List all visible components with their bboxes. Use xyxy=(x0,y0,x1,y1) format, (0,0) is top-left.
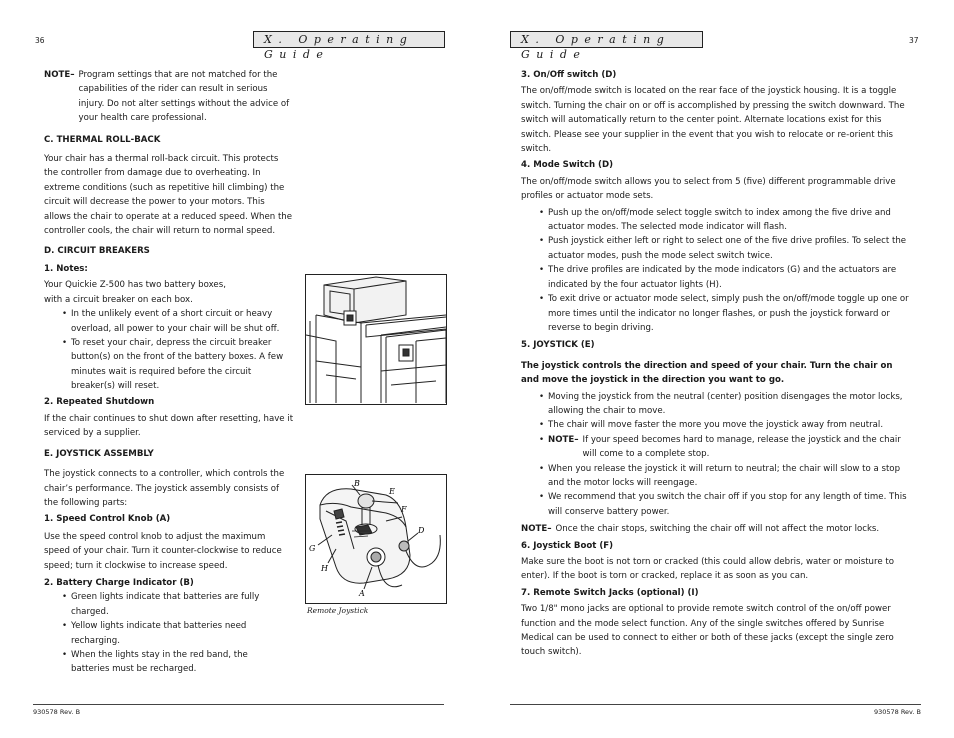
notes-line-1: Your Quickie Z-500 has two battery boxes, xyxy=(44,280,226,291)
list-item: • Yellow lights indicate that batteries need recharging. xyxy=(60,619,260,648)
battery-box-figure xyxy=(305,274,447,405)
note-program-settings xyxy=(44,68,294,126)
heading-on-off-switch: 3. On/Off switch (D) xyxy=(521,70,617,80)
paragraph-speed-control-knob: Use the speed control knob to adjust the maximum speed of your chair. Turn it counter-clockwise to reduce speed; turn it clockwise to increase speed. xyxy=(44,531,282,571)
label-e: E xyxy=(389,487,395,496)
joystick-bold-intro: The joystick controls the direction and speed of your chair. Turn the chair on and move the joystick in the direction you want to go. xyxy=(521,360,893,386)
page-number-right: 37 xyxy=(909,36,919,45)
note-text: Program settings that are not matched for the capabilities of the rider can result in serious injury. Do not alter settings without the advice of your health care professional. xyxy=(78,70,290,124)
label-h: H xyxy=(321,564,328,573)
figure-caption: Remote Joystick xyxy=(307,606,369,615)
heading-joystick-assembly: E. JOYSTICK ASSEMBLY xyxy=(44,448,154,459)
paragraph-on-off-switch: The on/off/mode switch is located on the rear face of the joystick housing. It is a toggle switch. Turning the chair on or off is accomplished by pressing the switch downward. The switch will automatically return to the center point. Alternate locations exist for this switch. Please see your supplier in the event that you wish to relocate or re-orient this switch. xyxy=(521,86,905,155)
note-label: NOTE– xyxy=(521,524,552,535)
list-item: • When you release the joystick it will return to neutral; the chair will slow to a stop and the motor locks will reengage. xyxy=(537,462,911,491)
list-item: • The chair will move faster the more you move the joystick away from neutral. xyxy=(537,418,911,432)
joystick-bullets xyxy=(537,390,911,520)
heading-circuit-breakers: D. CIRCUIT BREAKERS xyxy=(44,246,150,257)
label-d: D xyxy=(418,526,425,535)
label-b: B xyxy=(354,479,360,488)
list-item: • Push up the on/off/mode select toggle switch to index among the five drive and actuator modes. The selected mode indicator will flash. xyxy=(537,206,911,235)
list-item: • Green lights indicate that batteries are fully charged. xyxy=(60,590,260,619)
footer-right: 930578 Rev. B xyxy=(510,704,921,716)
label-a: A xyxy=(359,589,365,598)
remote-joystick-illustration xyxy=(306,475,446,603)
list-item: • To reset your chair, depress the circuit breaker button(s) on the front of the battery boxes. A few minutes wait is required before the circuit breaker(s) will reset. xyxy=(60,336,294,394)
label-g: G xyxy=(309,544,316,553)
list-item: • Moving the joystick from the neutral (center) position disengages the motor locks, allowing the chair to move. xyxy=(537,390,911,419)
heading-thermal-rollback: C. THERMAL ROLL-BACK xyxy=(44,134,161,145)
list-item: • In the unlikely event of a short circuit or heavy overload, all power to your chair will be shut off. xyxy=(60,307,294,336)
left-column xyxy=(44,68,294,677)
heading-notes: 1. Notes: xyxy=(44,263,88,274)
heading-repeated-shutdown: 2. Repeated Shutdown xyxy=(44,396,155,407)
footer-left: 930578 Rev. B xyxy=(33,704,444,716)
list-item: • The drive profiles are indicated by the mode indicators (G) and the actuators are indicated by the four actuator lights (H). xyxy=(537,263,911,292)
page-number-left: 36 xyxy=(35,36,45,45)
heading-speed-control-knob: 1. Speed Control Knob (A) xyxy=(44,514,171,525)
paragraph-joystick-boot: Make sure the boot is not torn or cracked (this could allow debris, water or moisture to enter). If the boot is torn or cracked, replace it as soon as you can. xyxy=(521,557,894,582)
joystick-note xyxy=(537,433,911,462)
battery-box-illustration xyxy=(306,275,446,404)
paragraph-repeated-shutdown: If the chair continues to shut down after resetting, have it serviced by a supplier. xyxy=(44,413,294,439)
battery-indicator-bullets xyxy=(60,590,260,676)
heading-mode-switch: 4. Mode Switch (D) xyxy=(521,160,614,171)
remote-joystick-figure xyxy=(305,474,447,604)
note-motor-locks xyxy=(521,522,911,536)
heading-joystick-boot: 6. Joystick Boot (F) xyxy=(521,540,614,551)
note-label: NOTE– xyxy=(44,70,75,80)
mode-switch-bullets xyxy=(537,206,911,336)
heading-battery-charge-indicator: 2. Battery Charge Indicator (B) xyxy=(44,578,194,588)
list-item: • When the lights stay in the red band, the batteries must be recharged. xyxy=(60,648,260,677)
header-bar-right: X. Operating Guide xyxy=(510,31,703,48)
header-bar-left: X. Operating Guide xyxy=(253,31,445,48)
paragraph-mode-switch: The on/off/mode switch allows you to select from 5 (five) different programmable drive profiles or actuator mode sets. xyxy=(521,176,896,202)
paragraph-remote-switch-jacks: Two 1/8" mono jacks are optional to provide remote switch control of the on/off power function and the mode select function. Any of the single switches offered by Sunrise Medical can be used to connect to either or both of these jacks (except the single zero touch switch). xyxy=(521,604,894,658)
list-item: • Push joystick either left or right to select one of the five drive profiles. To select the actuator modes, push the mode select switch twice. xyxy=(537,234,911,263)
label-f: F xyxy=(401,505,407,514)
list-item: • To exit drive or actuator mode select, simply push the on/off/mode toggle up one or more times until the indicator no longer flashes, or push the joystick forward or reverse to begin driving. xyxy=(537,292,911,335)
right-column xyxy=(521,68,911,660)
heading-remote-switch-jacks: 7. Remote Switch Jacks (optional) (I) xyxy=(521,587,699,598)
right-page xyxy=(477,0,954,738)
notes-line-2: with a circuit breaker on each box. xyxy=(44,294,193,305)
note-text: Once the chair stops, switching the chair off will not affect the motor locks. xyxy=(555,524,880,535)
circuit-breaker-bullets xyxy=(60,307,294,393)
note-text: If your speed becomes hard to manage, release the joystick and the chair will come to a complete stop. xyxy=(582,434,901,460)
note-label: • NOTE– xyxy=(548,434,579,445)
list-item: • We recommend that you switch the chair off if you stop for any length of time. This will conserve battery power. xyxy=(537,490,911,519)
heading-joystick: 5. JOYSTICK (E) xyxy=(521,340,595,351)
paragraph-thermal-rollback: Your chair has a thermal roll-back circuit. This protects the controller from damage due to overheating. In extreme conditions (such as repetitive hill climbing) the circuit will decrease the power to your motors. This allows the chair to operate at a reduced speed. When the controller cools, the chair will return to normal speed. xyxy=(44,154,293,237)
paragraph-joystick-assembly: The joystick connects to a controller, which controls the chair’s performance. The joystick assembly consists of the following parts: xyxy=(44,469,285,508)
